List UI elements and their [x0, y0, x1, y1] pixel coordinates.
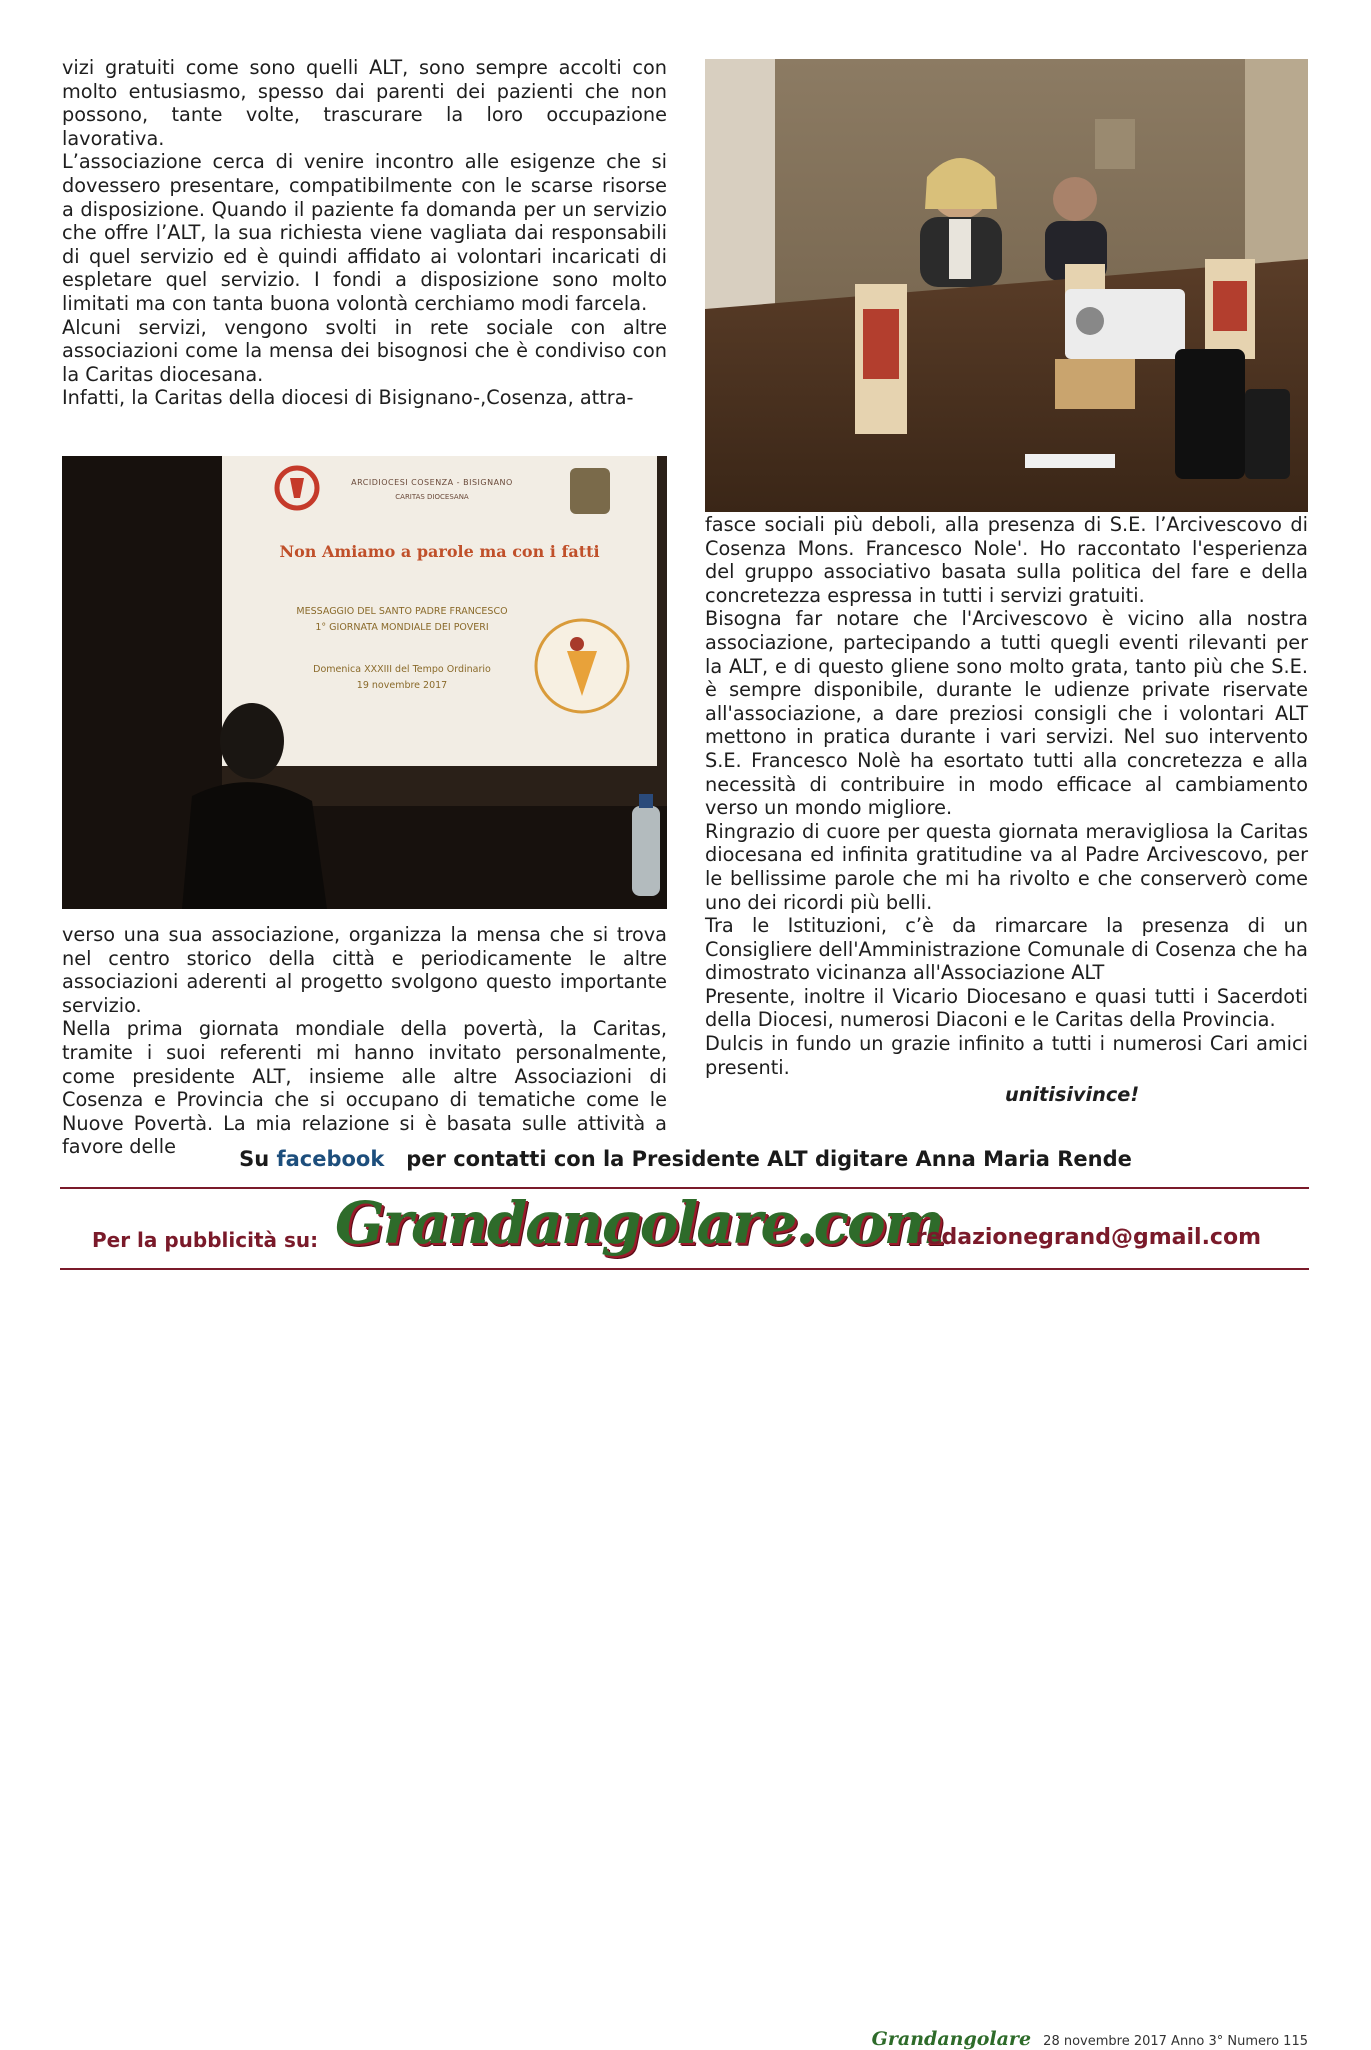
photo-projected-slide	[62, 456, 667, 909]
paragraph: Ringrazio di cuore per questa giornata meravigliosa la Caritas diocesana ed infinita gratitudine va al Padre Arcivescovo, per le bellissime parole che mi ha rivolto e che conserverò come uno dei ricordi più belli.	[705, 819, 1308, 914]
footer-brand: Grandangolare	[871, 2028, 1032, 2050]
contact-line	[0, 1147, 1371, 1171]
footer-issue: 28 novembre 2017 Anno 3° Numero 115	[1043, 2034, 1308, 2049]
page-footer	[872, 2028, 1308, 2050]
article-column-left-bottom	[62, 923, 667, 1159]
promo-brand-logo[interactable]: Grandangolare.com	[335, 1189, 944, 1257]
slide-date-line2: 19 novembre 2017	[356, 680, 448, 691]
slide-text	[222, 456, 657, 766]
paragraph: Bisogna far notare che l'Arcivescovo è vicino alla nostra associazione, partecipando a tutti quegli eventi rilevanti per la ALT, e di questo gliene sono molto grata, tanto più che S.E. è sempre disponibile, durante le udienze private riservate all'associazione, a dare preziosi consigli che i volontari ALT mettono in pratica durante i vari servizi. Nel suo intervento S.E. Francesco Nolè ha esortato tutti alla concretezza e alla necessità di contribuire in modo efficace al cambiamento verso un mondo migliore.	[705, 607, 1308, 820]
divider-bottom	[60, 1268, 1309, 1270]
slide-headline: Non Amiamo a parole ma con i fatti	[279, 542, 600, 561]
photo-conference-panel	[705, 59, 1308, 512]
paragraph: Infatti, la Caritas della diocesi di Bisignano-,Cosenza, attra-	[62, 386, 634, 410]
contact-text: per contatti con la Presidente ALT digitare Anna Maria Rende	[406, 1147, 1132, 1171]
paragraph: verso una sua associazione, organizza la mensa che si trova nel centro storico della città e periodicamente le altre associazioni aderenti al progetto svolgono questo importante servizio.	[62, 923, 667, 1017]
paragraph: Dulcis in fundo un grazie infinito a tutti i numerosi Cari amici presenti.	[705, 1032, 1308, 1079]
slide-message-line1: MESSAGGIO DEL SANTO PADRE FRANCESCO	[296, 606, 508, 617]
paragraph: Presente, inoltre il Vicario Diocesano e quasi tutti i Sacerdoti della Diocesi, numerosi Diaconi e le Caritas della Provincia.	[705, 984, 1308, 1032]
paragraph: Nella prima giornata mondiale della povertà, la Caritas, tramite i suoi referenti mi hanno invitato personalmente, come presidente ALT, insieme alle altre Associazioni di Cosenza e Provincia che si occupano di tematiche come le Nuove Povertà. La mia relazione si è basata sulle attività a favore delle	[62, 1017, 667, 1159]
signoff: unitisivince!	[1005, 1083, 1140, 1107]
contact-prefix: Su	[239, 1147, 270, 1171]
photo-conference-panel-graphic	[705, 59, 1308, 512]
slide-message-line2: 1° GIORNATA MONDIALE DEI POVERI	[315, 622, 489, 633]
paragraph: vizi gratuiti come sono quelli ALT, sono sempre accolti con molto entusiasmo, spesso dai parenti dei pazienti che non possono, tante volte, trascurare la loro occupazione lavorativa.	[62, 56, 667, 150]
facebook-link[interactable]: facebook	[276, 1147, 385, 1171]
promo-email-link[interactable]: redazionegrand@gmail.com	[915, 1225, 1261, 1250]
promo-label: Per la pubblicità su:	[92, 1228, 319, 1252]
article-column-right	[705, 513, 1308, 1107]
paragraph: Alcuni servizi, vengono svolti in rete sociale con altre associazioni come la mensa dei bisognosi che è condiviso con la Caritas diocesana.	[62, 315, 667, 386]
paragraph: Tra le Istituzioni, c’è da rimarcare la presenza di un Consigliere dell'Amministrazione Comunale di Cosenza che ha dimostrato vicinanza all'Associazione ALT	[705, 914, 1308, 985]
article-column-left-top	[62, 56, 667, 410]
promo-banner	[60, 1189, 1309, 1267]
slide-org-line1: ARCIDIOCESI COSENZA - BISIGNANO	[351, 478, 513, 487]
slide-org-line2: CARITAS DIOCESANA	[395, 493, 469, 501]
paragraph: L’associazione cerca di venire incontro alle esigenze che si dovessero presentare, compatibilmente con le scarse risorse a disposizione. Quando il paziente fa domanda per un servizio che offre l’ALT, la sua richiesta viene vagliata dai responsabili di quel servizio ed è quindi affidato ai volontari incaricati di espletare quel servizio. I fondi a disposizione sono molto limitati ma con tanta buona volontà cerchiamo modi farcela.	[62, 150, 667, 315]
slide-date-line1: Domenica XXXIII del Tempo Ordinario	[313, 664, 491, 675]
paragraph: fasce sociali più deboli, alla presenza di S.E. l’Arcivescovo di Cosenza Mons. Francesco Nole'. Ho raccontato l'esperienza del gruppo associativo basata sulla politica del fare e della concretezza espressa in tutti i servizi gratuiti.	[705, 513, 1308, 607]
